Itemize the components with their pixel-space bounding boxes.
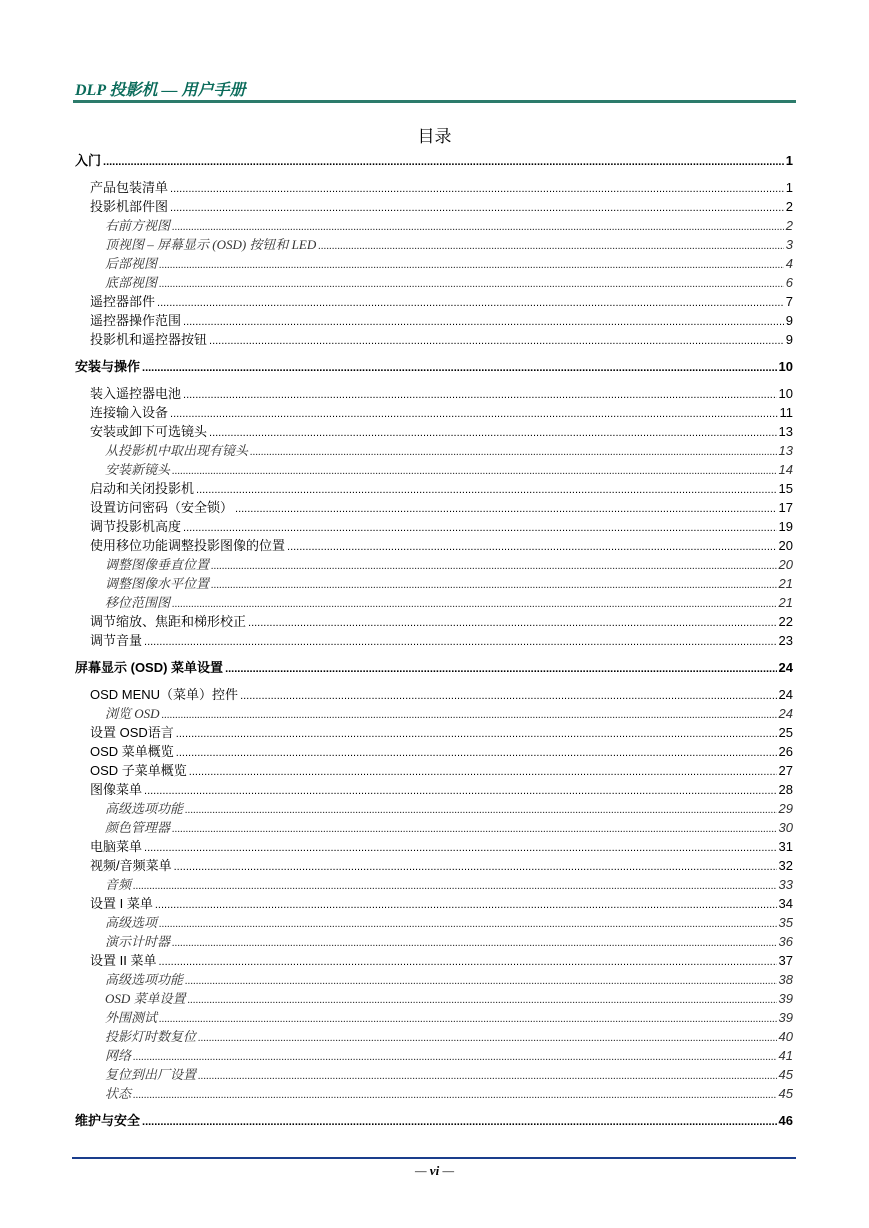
toc-entry-page: 17 [778, 500, 793, 515]
toc-entry[interactable] [75, 742, 793, 761]
footer [0, 1163, 869, 1179]
toc-entry-label: 安装与操作 [75, 359, 141, 374]
toc-entry-label: 调整图像水平位置 [105, 576, 210, 591]
toc-entry-label: 高级选项功能 [105, 972, 184, 987]
toc-entry[interactable] [75, 151, 793, 170]
toc-entry-page: 24 [778, 706, 793, 721]
dot-leader [174, 856, 777, 877]
toc-entry-label: 入门 [75, 153, 102, 168]
toc-entry[interactable] [75, 460, 793, 479]
dot-leader [209, 422, 777, 443]
dot-leader [198, 1027, 777, 1048]
toc-entry-label: 安装新镜头 [105, 462, 171, 477]
toc-entry[interactable] [75, 894, 793, 913]
header-rule [73, 100, 796, 103]
footer-rule [72, 1157, 796, 1159]
toc-entry-page: 9 [785, 332, 793, 347]
toc-entry-page: 23 [778, 633, 793, 648]
toc-entry-page: 21 [778, 595, 793, 610]
toc-entry-page: 2 [785, 199, 793, 214]
toc-entry[interactable] [75, 197, 793, 216]
dot-leader [185, 799, 777, 820]
toc-entry-page: 38 [778, 972, 793, 987]
dot-leader [159, 1008, 777, 1029]
toc-entry-label: 设置访问密码（安全锁） [90, 500, 234, 515]
toc-entry-label: 使用移位功能调整投影图像的位置 [90, 538, 286, 553]
toc-entry-label: 连接输入设备 [90, 405, 169, 420]
toc-entry-label: 调节音量 [90, 633, 143, 648]
dot-leader [158, 951, 776, 972]
dot-leader [159, 254, 784, 275]
toc-entry[interactable] [75, 498, 793, 517]
toc-entry-label: 设置 I 菜单 [90, 896, 153, 911]
toc-entry[interactable] [75, 441, 793, 460]
toc-entry[interactable] [75, 951, 793, 970]
toc-entry-label: OSD MENU（菜单）控件 [90, 687, 239, 702]
toc-entry-label: 启动和关闭投影机 [90, 481, 195, 496]
toc-entry-page: 26 [778, 744, 793, 759]
toc-entry[interactable] [75, 178, 793, 197]
toc-entry[interactable] [75, 1111, 793, 1130]
toc-entry-page: 28 [778, 782, 793, 797]
toc-entry-page: 46 [778, 1113, 793, 1128]
toc-entry-label: 设置 OSD语言 [90, 725, 174, 740]
toc-entry-label: 遥控器操作范围 [90, 313, 182, 328]
footer-dash-left: — [414, 1163, 427, 1178]
dot-leader [172, 818, 777, 839]
toc-entry-page: 24 [778, 660, 793, 675]
toc-entry-page: 40 [778, 1029, 793, 1044]
toc-entry-page: 33 [778, 877, 793, 892]
toc-entry[interactable] [75, 913, 793, 932]
toc-entry[interactable] [75, 1027, 793, 1046]
toc-entry-label: 维护与安全 [75, 1113, 141, 1128]
toc-entry-page: 1 [785, 180, 793, 195]
toc-entry-label: 演示计时器 [105, 934, 171, 949]
dot-leader [198, 1065, 777, 1086]
dot-leader [188, 989, 777, 1010]
toc-entry[interactable] [75, 761, 793, 780]
toc-entry[interactable] [75, 704, 793, 723]
toc-entry[interactable] [75, 723, 793, 742]
toc-entry-page: 10 [778, 386, 793, 401]
table-of-contents [75, 151, 793, 1130]
dot-leader [162, 704, 777, 725]
dot-leader [183, 517, 777, 538]
dot-leader [176, 742, 777, 763]
toc-entry-page: 31 [778, 839, 793, 854]
dot-leader [211, 574, 777, 595]
toc-entry-label: 投影灯时数复位 [105, 1029, 197, 1044]
toc-entry-label: 浏览 OSD [105, 706, 160, 721]
toc-entry-label: 产品包装清单 [90, 180, 169, 195]
toc-entry-label: 外围测试 [105, 1010, 158, 1025]
dot-leader [170, 197, 784, 218]
toc-entry-label: 调节缩放、焦距和梯形校正 [90, 614, 247, 629]
footer-dash-right: — [442, 1163, 454, 1178]
toc-entry[interactable] [75, 357, 793, 376]
toc-entry[interactable] [75, 856, 793, 875]
toc-entry-page: 45 [778, 1067, 793, 1082]
toc-entry-page: 35 [778, 915, 793, 930]
toc-entry[interactable] [75, 799, 793, 818]
toc-entry-page: 9 [785, 313, 793, 328]
toc-entry-label: 后部视图 [105, 256, 158, 271]
toc-entry-label: 顶视图 – 屏幕显示 (OSD) 按钮和 LED [105, 237, 317, 252]
toc-entry-page: 25 [778, 725, 793, 740]
dot-leader [133, 875, 777, 896]
toc-entry-label: 移位范围图 [105, 595, 171, 610]
dot-leader [211, 555, 777, 576]
dot-leader [248, 612, 777, 633]
toc-heading: 目录 [417, 127, 452, 146]
toc-entry[interactable] [75, 555, 793, 574]
toc-entry-label: 电脑菜单 [90, 839, 143, 854]
toc-entry-label: 高级选项功能 [105, 801, 184, 816]
dot-leader [172, 460, 777, 481]
toc-entry-page: 7 [785, 294, 793, 309]
toc-entry[interactable] [75, 1084, 793, 1103]
toc-entry[interactable] [75, 1008, 793, 1027]
toc-entry-page: 10 [778, 359, 793, 374]
toc-entry-label: 颜色管理器 [105, 820, 171, 835]
toc-entry-page: 3 [785, 237, 793, 252]
dot-leader [144, 780, 777, 801]
toc-entry[interactable] [75, 254, 793, 273]
dot-leader [144, 631, 777, 652]
toc-entry-page: 2 [785, 218, 793, 233]
toc-entry[interactable] [75, 292, 793, 311]
page-number: vi [429, 1163, 440, 1178]
toc-entry[interactable] [75, 1065, 793, 1084]
dot-leader [172, 932, 777, 953]
toc-entry-page: 13 [778, 443, 793, 458]
toc-entry-label: 投影机和遥控器按钮 [90, 332, 208, 347]
toc-entry-label: 设置 II 菜单 [90, 953, 157, 968]
dot-leader [142, 1111, 777, 1132]
dot-leader [240, 685, 776, 706]
toc-entry[interactable] [75, 574, 793, 593]
toc-entry-label: 屏幕显示 (OSD) 菜单设置 [75, 660, 224, 675]
header-title: DLP 投影机 — 用户手册 [75, 82, 246, 99]
toc-entry-label: 网络 [105, 1048, 132, 1063]
dot-leader [176, 723, 777, 744]
toc-entry[interactable] [75, 1046, 793, 1065]
toc-entry-page: 29 [778, 801, 793, 816]
dot-leader [225, 658, 776, 679]
toc-entry-label: OSD 菜单概览 [90, 744, 174, 759]
toc-entry[interactable] [75, 517, 793, 536]
toc-entry-label: 遥控器部件 [90, 294, 156, 309]
toc-entry[interactable] [75, 685, 793, 704]
toc-entry[interactable] [75, 875, 793, 894]
toc-entry[interactable] [75, 311, 793, 330]
toc-entry-label: 安装或卸下可选镜头 [90, 424, 208, 439]
toc-entry-page: 19 [778, 519, 793, 534]
dot-leader [170, 178, 784, 199]
toc-entry-page: 36 [778, 934, 793, 949]
toc-entry-page: 1 [785, 153, 793, 168]
toc-entry[interactable] [75, 235, 793, 254]
toc-entry-label: 状态 [105, 1086, 132, 1101]
toc-entry-label: 右前方视图 [105, 218, 171, 233]
toc-entry-page: 39 [778, 991, 793, 1006]
toc-entry-page: 24 [778, 687, 793, 702]
toc-entry[interactable] [75, 273, 793, 292]
dot-leader [209, 330, 784, 351]
dot-leader [155, 894, 777, 915]
dot-leader [318, 235, 784, 256]
toc-entry-label: 图像菜单 [90, 782, 143, 797]
toc-entry[interactable] [75, 970, 793, 989]
toc-entry-label: 调整图像垂直位置 [105, 557, 210, 572]
dot-leader [172, 216, 784, 237]
dot-leader [133, 1046, 777, 1067]
toc-entry-page: 39 [778, 1010, 793, 1025]
toc-entry-page: 20 [778, 557, 793, 572]
dot-leader [159, 913, 777, 934]
toc-entry-label: OSD 子菜单概览 [90, 763, 187, 778]
toc-entry[interactable] [75, 216, 793, 235]
toc-entry[interactable] [75, 780, 793, 799]
dot-leader [103, 151, 784, 172]
toc-entry[interactable] [75, 479, 793, 498]
toc-entry[interactable] [75, 631, 793, 650]
toc-entry-page: 22 [778, 614, 793, 629]
toc-entry[interactable] [75, 593, 793, 612]
toc-entry-label: 视频/音频菜单 [90, 858, 172, 873]
dot-leader [287, 536, 777, 557]
toc-entry-label: 投影机部件图 [90, 199, 169, 214]
dot-leader [185, 970, 777, 991]
toc-entry-label: 复位到出厂设置 [105, 1067, 197, 1082]
toc-entry-label: 高级选项 [105, 915, 158, 930]
dot-leader [157, 292, 784, 313]
toc-entry-page: 45 [778, 1086, 793, 1101]
toc-entry-page: 20 [778, 538, 793, 553]
toc-entry[interactable] [75, 384, 793, 403]
toc-entry-page: 21 [778, 576, 793, 591]
toc-entry-page: 32 [778, 858, 793, 873]
dot-leader [144, 837, 777, 858]
toc-entry-page: 13 [778, 424, 793, 439]
toc-entry[interactable] [75, 989, 793, 1008]
toc-entry-page: 4 [785, 256, 793, 271]
toc-entry-page: 14 [778, 462, 793, 477]
toc-entry[interactable] [75, 403, 793, 422]
toc-entry-label: 音频 [105, 877, 132, 892]
dot-leader [133, 1084, 777, 1105]
toc-entry-label: 调节投影机高度 [90, 519, 182, 534]
toc-entry[interactable] [75, 422, 793, 441]
dot-leader [142, 357, 777, 378]
toc-entry-label: 从投影机中取出现有镜头 [105, 443, 249, 458]
dot-leader [235, 498, 777, 519]
toc-entry[interactable] [75, 837, 793, 856]
dot-leader [170, 403, 777, 424]
toc-entry-label: 装入遥控器电池 [90, 386, 182, 401]
dot-leader [196, 479, 777, 500]
toc-entry-page: 37 [778, 953, 793, 968]
dot-leader [189, 761, 777, 782]
dot-leader [183, 311, 784, 332]
dot-leader [172, 593, 777, 614]
toc-entry[interactable] [75, 612, 793, 631]
dot-leader [159, 273, 784, 294]
toc-entry-page: 34 [778, 896, 793, 911]
toc-entry-label: 底部视图 [105, 275, 158, 290]
toc-entry[interactable] [75, 932, 793, 951]
toc-entry[interactable] [75, 658, 793, 677]
toc-entry-label: OSD 菜单设置 [105, 991, 186, 1006]
toc-entry-page: 6 [785, 275, 793, 290]
toc-entry[interactable] [75, 818, 793, 837]
toc-entry-page: 11 [779, 405, 793, 420]
dot-leader [183, 384, 777, 405]
toc-entry[interactable] [75, 536, 793, 555]
toc-entry-page: 41 [778, 1048, 793, 1063]
toc-entry[interactable] [75, 330, 793, 349]
toc-entry-page: 27 [778, 763, 793, 778]
dot-leader [250, 441, 777, 462]
toc-entry-page: 30 [778, 820, 793, 835]
toc-entry-page: 15 [778, 481, 793, 496]
